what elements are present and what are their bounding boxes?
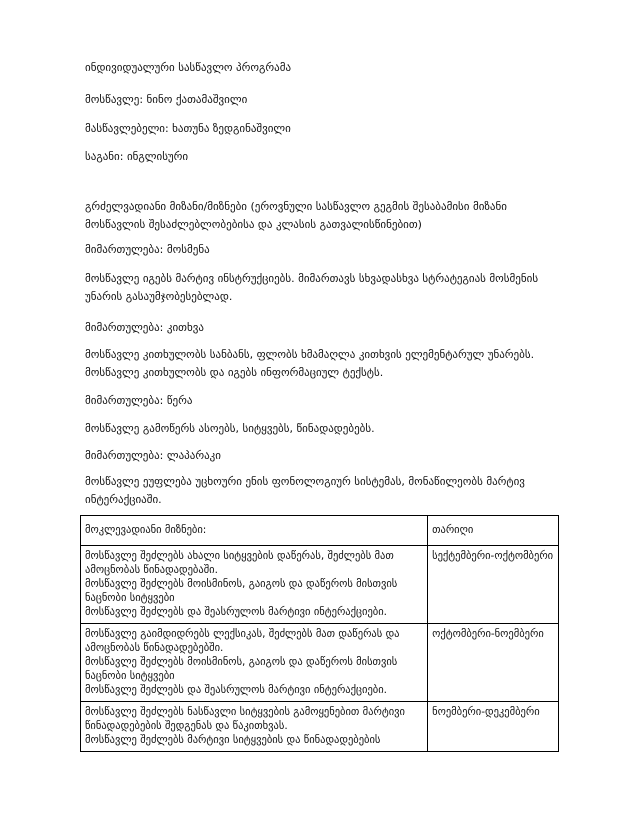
date-cell: ნოემბერი-დეკემბერი <box>428 702 559 752</box>
direction-reading-text: მოსწავლე კითხულობს სანბანს, ფლობს ხმამაღლა კითხვის ელემენტარულ უნარებს. მოსწავლე კითხულობს და იგებს ინფორმაციულ ტექსტს. <box>85 348 535 379</box>
short-term-goals-table <box>80 515 559 752</box>
goals-cell <box>81 546 428 624</box>
table-header-row <box>81 516 559 546</box>
goal-line: მოსწავლე შეძლებს და შეასრულოს მარტივი ინტერაქციები. <box>85 606 387 618</box>
table-row <box>81 702 559 752</box>
goal-line: მოსწავლე შეძლებს ახალი სიტყვების დაწერას, შეძლებს მათ <box>85 550 394 562</box>
subject-name: საგანი: ინგლისური <box>85 150 189 163</box>
goal-line: მოსწავლე გაიმდიდრებს ლექსიკას, შეძლებს მათ დაწერას და <box>85 628 400 640</box>
direction-reading-label: მიმართულება: კითხვა <box>85 321 204 334</box>
goal-line: ამოცნობას წინადადებებში. <box>85 642 224 654</box>
table-row <box>81 624 559 702</box>
direction-speaking-label: მიმართულება: ლაპარაკი <box>85 449 221 462</box>
goal-line: მოსწავლე შეძლებს მარტივი სიტყვების და წინადადებების <box>85 734 381 746</box>
teacher-name: მასწავლებელი: ხათუნა ზედგინაშვილი <box>85 122 291 135</box>
goal-line: წინადადებების შედგენას და წაკითხვას. <box>85 720 288 732</box>
goal-line: ამოცნობას წინადადებაში. <box>85 564 218 576</box>
goal-line: მოსწავლე შეძლებს მოისმინოს, გაიგოს და დაწეროს მისთვის <box>85 578 398 590</box>
goal-line: ნაცნობი სიტყვები <box>85 670 175 682</box>
date-cell: სექტემბერი-ოქტომბერი <box>428 546 559 624</box>
direction-writing-text: მოსწავლე გამოწერს ასოებს, სიტყვებს, წინადადებებს. <box>85 422 375 435</box>
goal-line: მოსწავლე შეძლებს და შეასრულოს მარტივი ინტერაქციები. <box>85 684 387 696</box>
goal-line: მოსწავლე შეძლებს ნასწავლი სიტყვების გამოყენებით მარტივი <box>85 706 405 718</box>
table-row <box>81 546 559 624</box>
goals-cell <box>81 624 428 702</box>
direction-speaking-text: მოსწავლე ეუფლება უცხოური ენის ფონოლოგიურ სისტემას, მონაწილეობს მარტივ ინტერაქციაში. <box>85 475 525 506</box>
goal-line: ნაცნობი სიტყვები <box>85 592 175 604</box>
goal-line: მოსწავლე შეძლებს მოისმინოს, გაიგოს და დაწეროს მისთვის <box>85 656 398 668</box>
direction-writing-label: მიმართულება: წერა <box>85 394 193 407</box>
header-goals: მოკლევადიანი მიზნები: <box>81 516 428 546</box>
direction-listening-label: მიმართულება: მოსმენა <box>85 243 210 256</box>
header-date: თარიღი <box>428 516 559 546</box>
goals-cell <box>81 702 428 752</box>
direction-listening-text: მოსწავლე იგებს მარტივ ინსტრუქციებს. მიმართავს სხვადასხვა სტრატეგიას მოსმენის უნარის გასაუმჯობესებლად. <box>85 272 539 303</box>
document-title: ინდივიდუალური სასწავლო პროგრამა <box>85 61 292 74</box>
long-term-goals: გრძელვადიანი მიზანი/მიზნები (ეროვნული სასწავლო გეგმის შესაბამისი მიზანი მოსწავლის შესაძლებლობებისა და კლასის გათვალისწინებით) <box>85 200 507 231</box>
date-cell: ოქტომბერი-ნოემბერი <box>428 624 559 702</box>
student-name: მოსწავლე: ნინო ქათამაშვილი <box>85 93 248 106</box>
